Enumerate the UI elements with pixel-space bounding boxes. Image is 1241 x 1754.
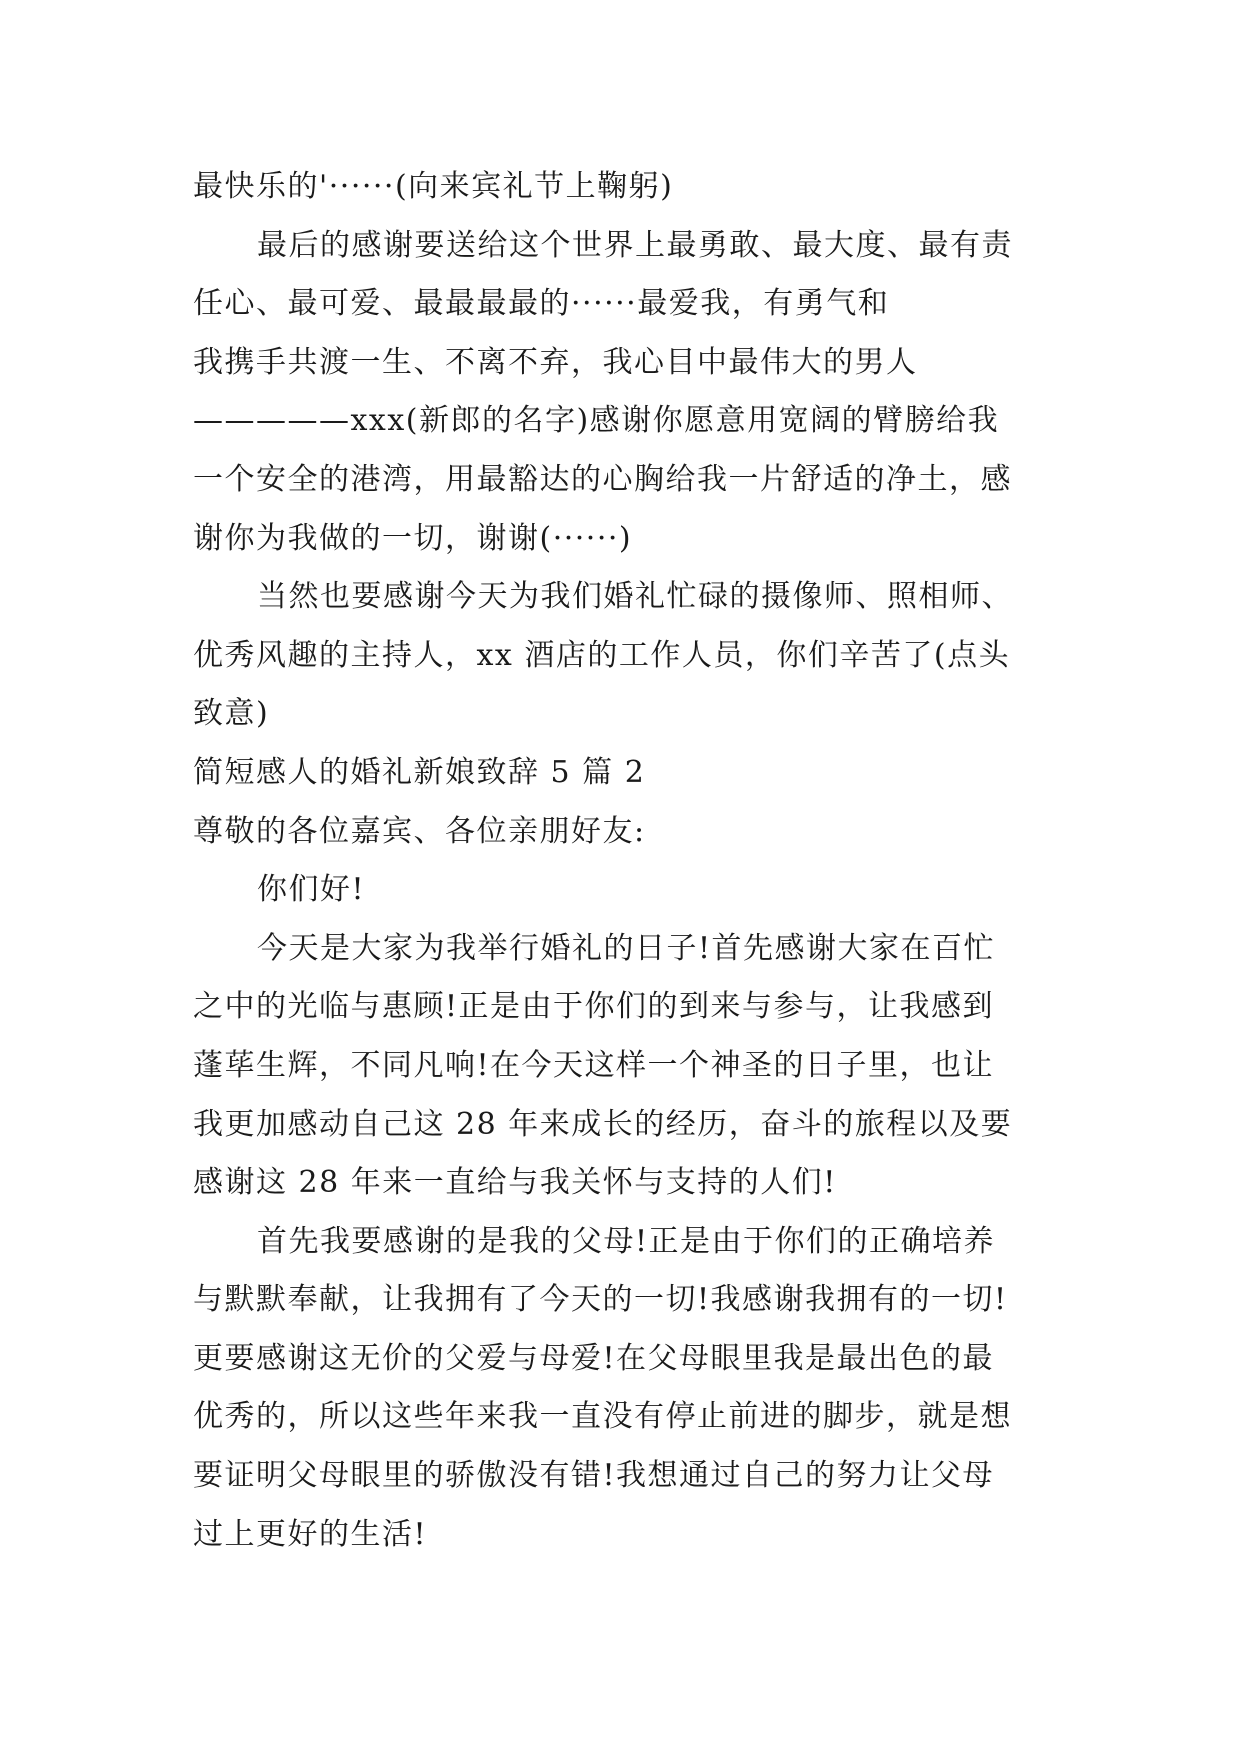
text-line: 一个安全的港湾，用最豁达的心胸给我一片舒适的净土，感	[193, 461, 1012, 497]
text-line: 首先我要感谢的是我的父母!正是由于你们的正确培养	[257, 1223, 996, 1259]
text-line: 更要感谢这无价的父爱与母爱!在父母眼里我是最出色的最	[193, 1340, 995, 1376]
text-line: 之中的光临与惠顾!正是由于你们的到来与参与，让我感到	[193, 989, 995, 1025]
text-line: —————xxx(新郎的名字)感谢你愿意用宽阔的臂膀给我	[193, 403, 1000, 439]
text-line: 与默默奉献，让我拥有了今天的一切!我感谢我拥有的一切!	[193, 1282, 1008, 1318]
text-line: 最快乐的'······(向来宾礼节上鞠躬)	[193, 169, 674, 204]
text-line: 任心、最可爱、最最最最的······最爱我，有勇气和	[193, 286, 890, 322]
text-line: 你们好!	[257, 872, 366, 908]
text-line: 当然也要感谢今天为我们婚礼忙碌的摄像师、照相师、	[257, 579, 1013, 615]
text-line: 谢你为我做的一切，谢谢(······)	[193, 520, 633, 556]
text-line: 要证明父母眼里的骄傲没有错!我想通过自己的努力让父母	[193, 1458, 995, 1494]
document-body	[193, 158, 1055, 1564]
text-line: 蓬荜生辉，不同凡响!在今天这样一个神圣的日子里，也让	[193, 1047, 995, 1083]
text-line: 我携手共渡一生、不离不弃，我心目中最伟大的男人	[193, 344, 918, 380]
text-line: 优秀的，所以这些年来我一直没有停止前进的脚步，就是想	[193, 1399, 1012, 1435]
text-line: 感谢这 28 年来一直给与我关怀与支持的人们!	[193, 1165, 837, 1201]
text-line: 致意)	[193, 696, 270, 732]
text-line: 今天是大家为我举行婚礼的日子!首先感谢大家在百忙	[257, 930, 996, 966]
text-line: 优秀风趣的主持人，xx 酒店的工作人员，你们辛苦了(点头	[193, 637, 1011, 673]
text-line: 过上更好的生活!	[193, 1516, 428, 1552]
section-heading: 简短感人的婚礼新娘致辞 5 篇 2	[193, 754, 646, 790]
salutation: 尊敬的各位嘉宾、各位亲朋好友:	[193, 813, 646, 849]
text-line: 最后的感谢要送给这个世界上最勇敢、最大度、最有责	[257, 227, 1013, 263]
text-line: 我更加感动自己这 28 年来成长的经历，奋斗的旅程以及要	[193, 1106, 1013, 1142]
